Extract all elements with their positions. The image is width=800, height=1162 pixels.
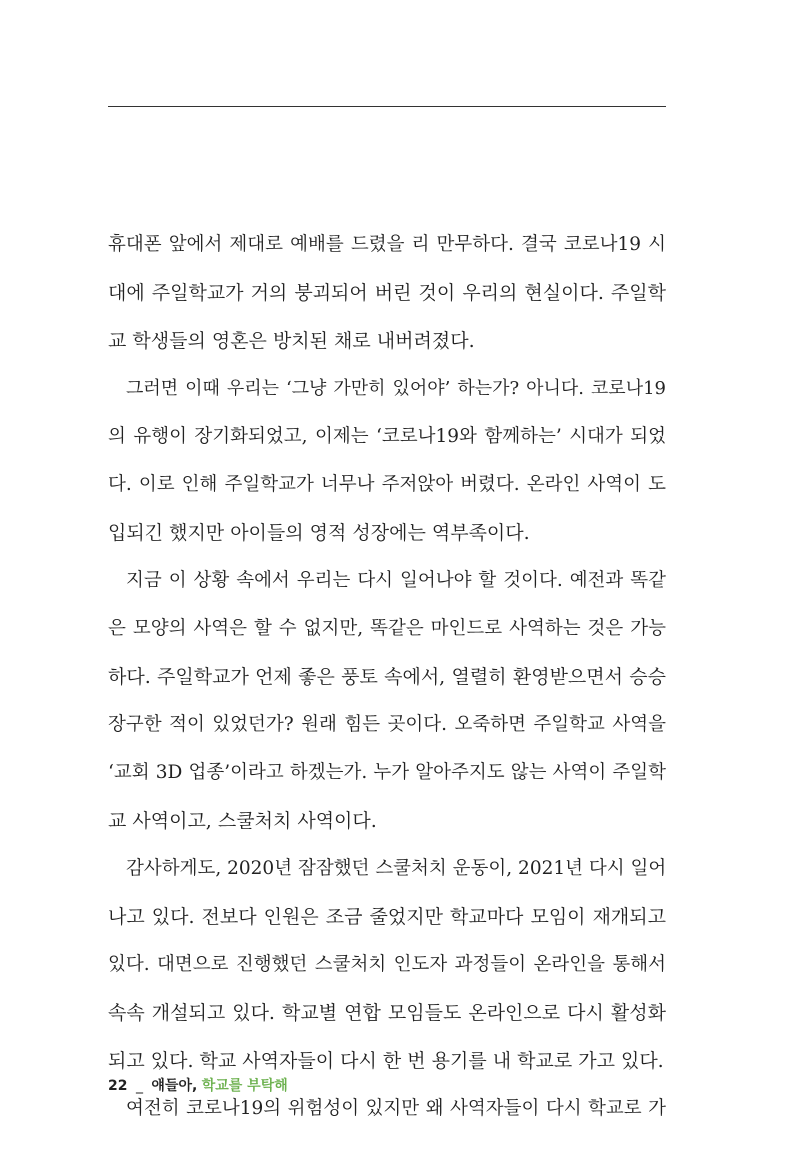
text-line: 있다. 대면으로 진행했던 스쿨처치 인도자 과정들이 온라인을 통해서 <box>108 954 666 975</box>
text-line: 교 사역이고, 스쿨처치 사역이다. <box>108 810 377 832</box>
text-line: 지금 이 상황 속에서 우리는 다시 일어나야 할 것이다. 예전과 똑같 <box>126 570 666 591</box>
text-line: 입되긴 했지만 아이들의 영적 성장에는 역부족이다. <box>108 522 530 544</box>
text-line: 하다. 주일학교가 언제 좋은 풍토 속에서, 열렬히 환영받으면서 승승 <box>108 666 666 688</box>
text-line: 대에 주일학교가 거의 붕괴되어 버린 것이 우리의 현실이다. 주일학 <box>108 282 666 304</box>
text-line: 그러면 이때 우리는 ‘그냥 가만히 있어야’ 하는가? 아니다. 코로나19 <box>126 378 666 399</box>
text-line: 감사하게도, 2020년 잠잠했던 스쿨처치 운동이, 2021년 다시 일어 <box>126 858 666 879</box>
text-line: 다. 이로 인해 주일학교가 너무나 주저앉아 버렸다. 온라인 사역이 도 <box>108 474 666 495</box>
book-title-part1: 얘들아, <box>151 1078 198 1094</box>
page-footer <box>108 1076 288 1096</box>
text-line: ‘교회 3D 업종’이라고 하겠는가. 누가 알아주지도 않는 사역이 주일학 <box>108 762 666 783</box>
body-text <box>108 221 666 1133</box>
text-line: 되고 있다. 학교 사역자들이 다시 한 번 용기를 내 학교로 가고 있다. <box>108 1050 664 1072</box>
text-line: 의 유행이 장기화되었고, 이제는 ‘코로나19와 함께하는’ 시대가 되었 <box>108 426 666 447</box>
text-line: 교 학생들의 영혼은 방치된 채로 내버려졌다. <box>108 330 475 352</box>
text-line: 여전히 코로나19의 위험성이 있지만 왜 사역자들이 다시 학교로 가 <box>126 1098 666 1119</box>
book-title-part2: 학교를 부탁해 <box>201 1078 288 1094</box>
page-number: 22 <box>108 1078 128 1094</box>
header-rule <box>108 106 666 107</box>
text-line: 나고 있다. 전보다 인원은 조금 줄었지만 학교마다 모임이 재개되고 <box>108 906 666 928</box>
footer-separator: _ <box>135 1078 143 1094</box>
text-line: 장구한 적이 있었던가? 원래 힘든 곳이다. 오죽하면 주일학교 사역을 <box>108 714 666 735</box>
text-line: 속속 개설되고 있다. 학교별 연합 모임들도 온라인으로 다시 활성화 <box>108 1002 666 1024</box>
text-line: 은 모양의 사역은 할 수 없지만, 똑같은 마인드로 사역하는 것은 가능 <box>108 618 666 639</box>
text-line: 휴대폰 앞에서 제대로 예배를 드렸을 리 만무하다. 결국 코로나19 시 <box>108 234 666 255</box>
